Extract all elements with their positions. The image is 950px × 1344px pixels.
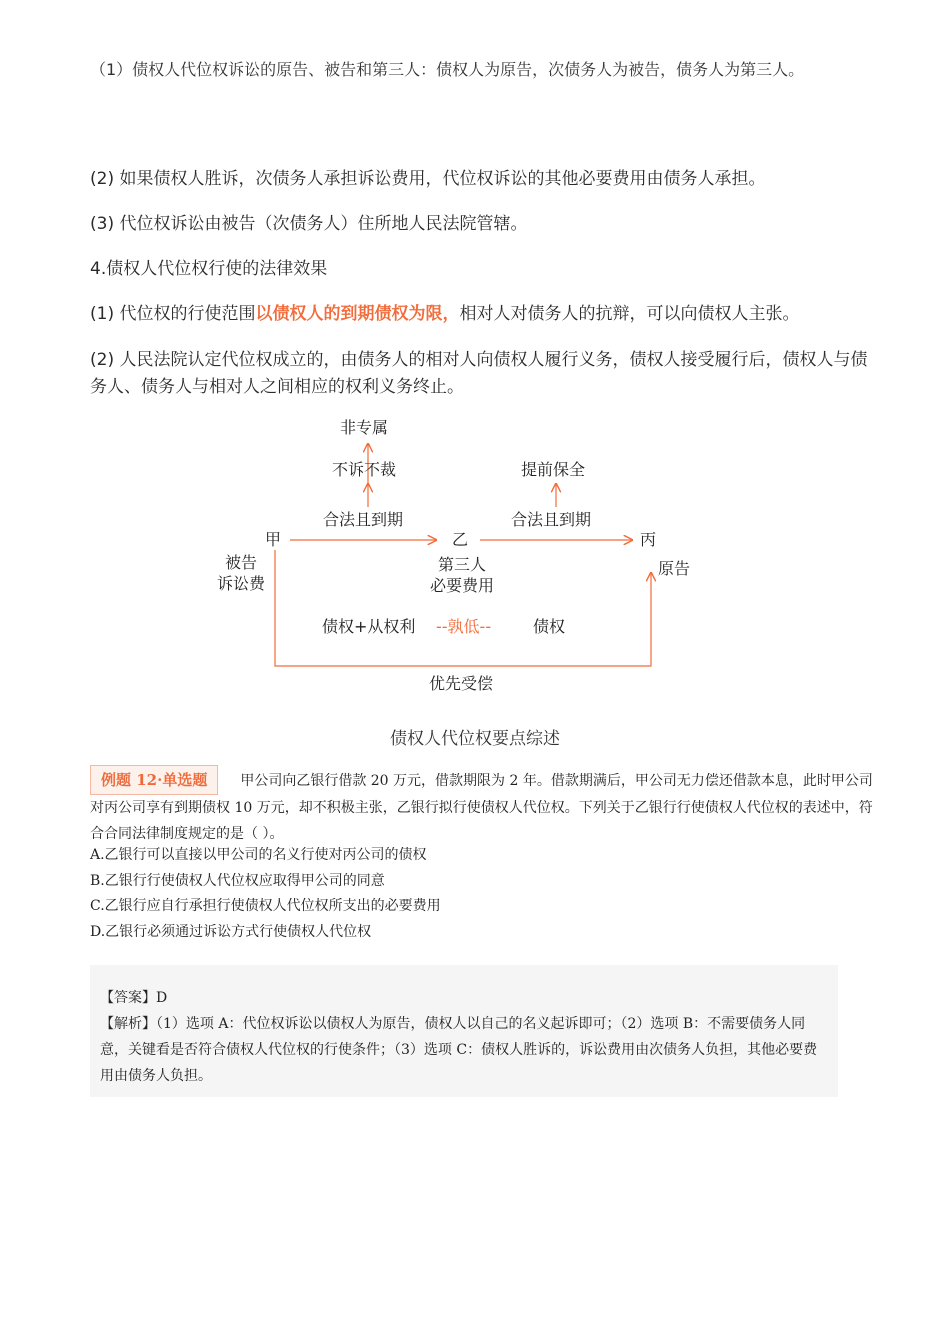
option-b: B.乙银行行使债权人代位权应取得甲公司的同意 [90,873,385,889]
paragraph-p2: (2) 如果债权人胜诉，次债务人承担诉讼费用，代位权诉讼的其他必要费用由债务人承担。 [90,169,766,189]
subrogation-diagram [180,410,740,700]
p4-1-prefix: (1) 代位权的行使范围 [90,304,256,324]
paragraph-4-2: (2) 人民法院认定代位权成立的，由债务人的相对人向债权人履行义务，债权人接受履行后，债权人与债务人、债务人与相对人之间相应的权利义务终止。 [90,350,868,397]
example-question-text: 甲公司向乙银行借款 20 万元，借款期限为 2 年。借款期满后，甲公司无力偿还借款本息，此时甲公司对丙公司享有到期债权 10 万元，却不积极主张，乙银行拟行使债权人代位权。下列关于乙银行行使债权人代位权的表述中，符合合同法律制度规定的是（ ）。 [90,773,873,842]
label-no-suit: 不诉不裁 [332,460,397,479]
option-a: A.乙银行可以直接以甲公司的名义行使对丙公司的债权 [90,847,427,863]
label-necessary-fee: 必要费用 [430,576,495,595]
label-which-lower: --孰低-- [436,617,492,636]
label-plaintiff: 原告 [658,559,691,578]
label-third-party: 第三人 [438,555,487,574]
option-c: C.乙银行应自行承担行使债权人代位权所支出的必要费用 [90,898,441,914]
label-legal-due-right: 合法且到期 [511,510,592,529]
label-priority: 优先受偿 [429,674,494,693]
node-jia: 甲 [265,530,282,549]
label-early-preserve: 提前保全 [521,460,586,479]
paragraph-p3: (3) 代位权诉讼由被告（次债务人）住所地人民法院管辖。 [90,214,528,234]
label-debt-plus: 债权+从权利 [322,617,416,636]
example-question [90,765,880,847]
label-non-exclusive: 非专属 [340,418,389,437]
node-yi: 乙 [452,530,469,549]
answer-text [100,985,824,1089]
node-bing: 丙 [640,530,657,549]
analysis-text: 【解析】（1）选项 A：代位权诉讼以债权人为原告，债权人以自己的名义起诉即可；（2）选项 B：不需要债务人同意，关键看是否符合债权人代位权的行使条件；（3）选项 C：债权人胜诉的，诉讼费用由次债务人负担，其他必要费用由债务人负担。 [100,1016,818,1084]
example-badge: 例题 12·单选题 [90,765,218,795]
label-litigation-fee: 诉讼费 [217,574,266,593]
cut-off-text: （1）债权人代位权诉讼的原告、被告和第三人：债权人为原告，次债务人为被告，债务人为第三人。 [90,60,805,79]
figure-caption: 债权人代位权要点综述 [390,729,560,749]
paragraph-4-1 [90,301,870,328]
cut-off-top-line [90,60,805,82]
answer-box [90,965,838,1097]
section-heading-4: 4.债权人代位权行使的法律效果 [90,259,328,279]
label-defendant: 被告 [225,553,258,572]
label-legal-due-left: 合法且到期 [323,510,404,529]
label-debt: 债权 [533,617,566,636]
p4-1-highlight: 以债权人的到期债权为限， [255,304,460,324]
option-d: D.乙银行必须通过诉讼方式行使债权人代位权 [90,924,372,940]
p4-1-suffix: 相对人对债务人的抗辩，可以向债权人主张。 [459,304,800,324]
answer-line: 【答案】D [100,990,168,1006]
